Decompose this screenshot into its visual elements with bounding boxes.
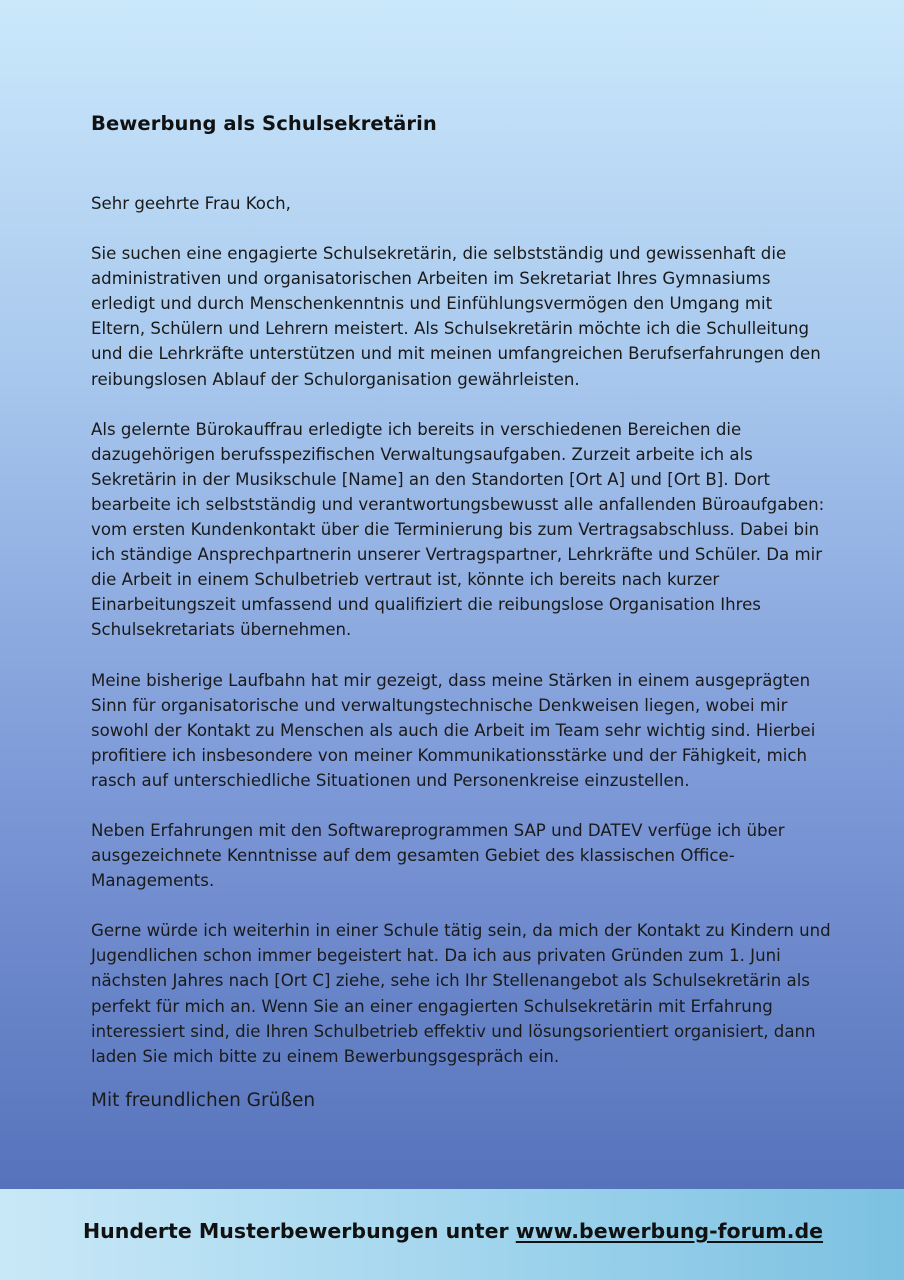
footer-link[interactable]: www.bewerbung-forum.de bbox=[515, 1219, 824, 1243]
salutation: Sehr geehrte Frau Koch, bbox=[91, 194, 291, 213]
footer-banner bbox=[0, 1189, 904, 1280]
paragraph-experience: Als gelernte Bürokauffrau erledigte ich bereits in verschiedenen Bereichen die dazugehörigen berufsspezifischen Verwaltungsaufgaben. Zurzeit arbeite ich als Sekretärin in der Musikschule [Name] an den Standorten [Ort A] und [Ort B]. Dort bearbeite ich selbstständig und verantwortungsbewusst alle anfallenden Büroaufgaben: vom ersten Kundenkontakt über die Terminierung bis zum Vertragsabschluss. Dabei bin ich ständige Ansprechpartnerin unserer Vertragspartner, Lehrkräfte und Schüler. Da mir die Arbeit in einem Schulbetrieb vertraut ist, könnte ich bereits nach kurzer Einarbeitungszeit umfassend und qualifiziert die reibungslose Organisation Ihres Schulsekretariats übernehmen. bbox=[91, 419, 825, 640]
letter-title: Bewerbung als Schulsekretärin bbox=[91, 112, 437, 135]
paragraph-motivation: Gerne würde ich weiterhin in einer Schule tätig sein, da mich der Kontakt zu Kindern und Jugendlichen schon immer begeistert hat. Da ich aus privaten Gründen zum 1. Juni nächsten Jahres nach [Ort C] ziehe, sehe ich Ihr Stellenangebot als Schulsekretärin als perfekt für mich an. Wenn Sie an einer engagierten Schulsekretärin mit Erfahrung interessiert sind, die Ihren Schulbetrieb effektiv und lösungsorientiert organisiert, dann laden Sie mich bitte zu einem Bewerbungsgespräch ein. bbox=[91, 921, 831, 1066]
paragraph-strengths: Meine bisherige Laufbahn hat mir gezeigt, dass meine Stärken in einem ausgeprägten Sinn für organisatorische und verwaltungstechnische Denkweisen liegen, wobei mir sowohl der Kontakt zu Menschen als auch die Arbeit im Team sehr wichtig sind. Hierbei profitiere ich insbesondere von meiner Kommunikationsstärke und der Fähigkeit, mich rasch auf unterschiedliche Situationen und Personenkreise einzustellen. bbox=[91, 670, 816, 790]
paragraph-software: Neben Erfahrungen mit den Softwareprogrammen SAP und DATEV verfüge ich über ausgezeichnete Kenntnisse auf dem gesamten Gebiet des klassischen Office-Managements. bbox=[91, 820, 785, 891]
closing: Mit freundlichen Grüßen bbox=[91, 1089, 316, 1111]
footer-label: Hunderte Musterbewerbungen unter bbox=[83, 1219, 516, 1243]
paragraph-intro: Sie suchen eine engagierte Schulsekretärin, die selbstständig und gewissenhaft die administrativen und organisatorischen Arbeiten im Sekretariat Ihres Gymnasiums erledigt und durch Menschenkenntnis und Einfühlungsvermögen den Umgang mit Eltern, Schülern und Lehrern meistert. Als Schulsekretärin möchte ich die Schulleitung und die Lehrkräfte unterstützen und mit meinen umfangreichen Berufserfahrungen den reibungslosen Ablauf der Schulorganisation gewährleisten. bbox=[91, 244, 821, 389]
letter-body bbox=[91, 191, 831, 1138]
footer-text bbox=[83, 1219, 823, 1243]
